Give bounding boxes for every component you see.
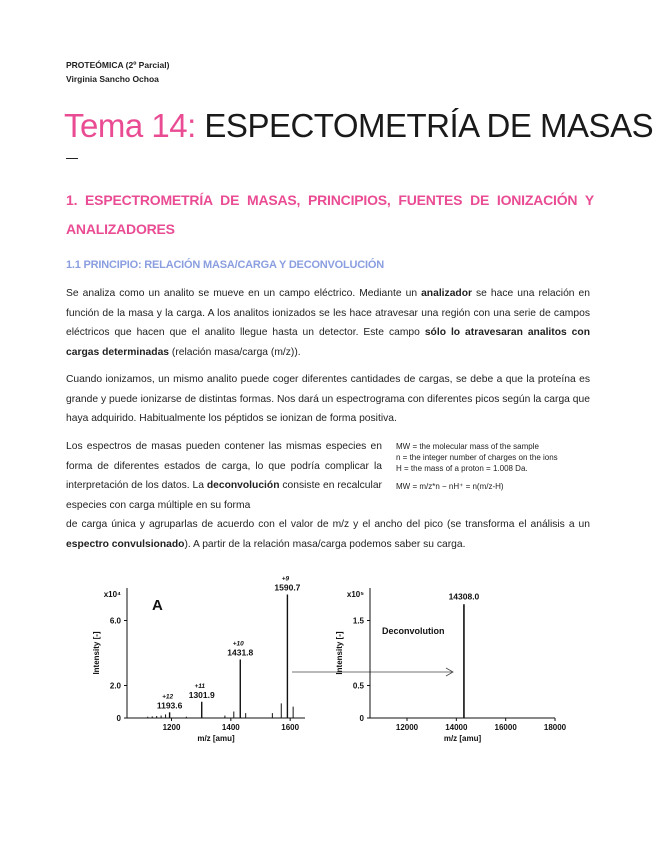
para3-text-2: consiste en recalcular especies con carga múltiple en su forma — [66, 480, 382, 511]
para1-text-3: (relación masa/carga (m/z)). — [169, 346, 301, 358]
formula-line-4: MW = m/z*n − nH⁺ = n(m/z-H) — [396, 482, 504, 491]
panel-d-peak-label: 14308.0 — [448, 591, 480, 602]
panel-a-xtick-label: 1400 — [221, 723, 240, 732]
panel-d-scale-label: x10⁵ — [346, 590, 364, 599]
para3-bold-1: deconvolución — [206, 480, 280, 491]
title-main: ESPECTOMETRÍA DE MASAS — [204, 107, 654, 144]
panel-a-ylabel: Intensity [-] — [92, 631, 101, 675]
para1-text-2: se hace una relación en función de la masa y la carga. A los analitos ionizados se les hace atravesar una región con una serie de campos eléctricos que hacen que el analito llegue hasta un detector. Este campo — [66, 288, 591, 338]
panel-a-charge-label: +12 — [162, 693, 174, 701]
paragraph-1 — [66, 284, 590, 362]
course-label: PROTEÓMICA (2º Parcial) — [66, 60, 170, 70]
panel-a-xtick-label: 1600 — [281, 723, 300, 732]
panel-a-title: A — [152, 597, 163, 614]
panel-d-xlabel: m/z [amu] — [443, 734, 482, 743]
panel-d-ylabel: Intensity [-] — [335, 631, 344, 675]
formula-line-3: H = the mass of a proton = 1.008 Da. — [396, 464, 528, 473]
para3-text-3: de carga única y agruparlas de acuerdo con el valor de m/z y el ancho del pico (se transforma el análisis a un — [66, 519, 590, 530]
panel-d-ytick-label: 0 — [359, 714, 364, 723]
panel-a-xtick-label: 1200 — [162, 723, 181, 732]
panel-a-peak-label: 1193.6 — [156, 700, 183, 711]
panel-a-peak-label: 1431.8 — [227, 647, 254, 658]
paragraph-3b — [66, 515, 590, 554]
panel-d-ytick-label: 1.5 — [352, 616, 364, 626]
panel-a-xlabel: m/z [amu] — [197, 734, 235, 743]
formula-line-1: MW = the molecular mass of the sample — [396, 442, 539, 451]
para1-text-1: Se analiza como un analito se mueve en un campo eléctrico. Mediante un — [66, 288, 422, 299]
panel-d-xtick-label: 14000 — [445, 723, 468, 732]
panel-a-charge-label: +11 — [194, 682, 206, 690]
panel-a-ytick-label: 6.0 — [109, 616, 121, 626]
para3-text-4: ). A partir de la relación masa/carga podemos saber su carga. — [184, 538, 466, 550]
subsection-heading: 1.1 PRINCIPIO: RELACIÓN MASA/CARGA Y DECONVOLUCIÓN — [66, 259, 384, 271]
para3-bold-2: espectro convulsionado — [66, 538, 185, 550]
paragraph-3a — [66, 437, 382, 515]
panel-d-xtick-label: 18000 — [543, 723, 567, 732]
title-divider — [66, 158, 78, 159]
spectra-chart — [80, 568, 570, 753]
formula-box — [396, 441, 558, 492]
panel-a-peak-label: 1301.9 — [188, 689, 215, 700]
panel-a-scale-label: x10⁴ — [103, 590, 121, 599]
para3-text-1: Los espectros de masas pueden contener las mismas especies en forma de diferentes estados de carga, lo que podría complicar la interpretación de los datos. La — [66, 441, 382, 491]
panel-d-xtick-label: 16000 — [494, 723, 517, 732]
section-heading: 1. ESPECTROMETRÍA DE MASAS, PRINCIPIOS, FUENTES DE IONIZACIÓN Y ANALIZADORES — [66, 192, 594, 237]
paragraph-2: Cuando ionizamos, un mismo analito puede coger diferentes cantidades de cargas, se debe a que la proteína es grande y puede ionizarse de distintas formas. Nos dará un espectrograma con diferentes picos según la carga que haya adquirido. Habitualmente los péptidos se ionizan de forma positiva. — [66, 374, 590, 424]
document-header — [66, 58, 169, 86]
panel-a-charge-label: +9 — [281, 575, 290, 583]
panel-d-title: Deconvolution — [382, 626, 445, 636]
panel-a-ytick-label: 0 — [116, 714, 121, 723]
author-label: Virginia Sancho Ochoa — [66, 74, 159, 84]
page-title — [64, 104, 653, 148]
panel-d-xtick-label: 12000 — [395, 723, 419, 732]
panel-a-ytick-label: 2.0 — [109, 681, 121, 691]
panel-d-ytick-label: 0.5 — [352, 681, 364, 691]
title-prefix: Tema 14: — [64, 107, 196, 144]
panel-a-charge-label: +10 — [232, 640, 244, 648]
para1-bold-2: sólo lo atravesaran analitos con cargas determinadas — [66, 327, 590, 358]
para1-bold-1: analizador — [421, 288, 473, 299]
mass-spectrum-figure — [80, 568, 570, 758]
panel-a-peak-label: 1590.7 — [274, 582, 301, 593]
formula-line-2: n = the integer number of charges on the ions — [396, 453, 558, 462]
